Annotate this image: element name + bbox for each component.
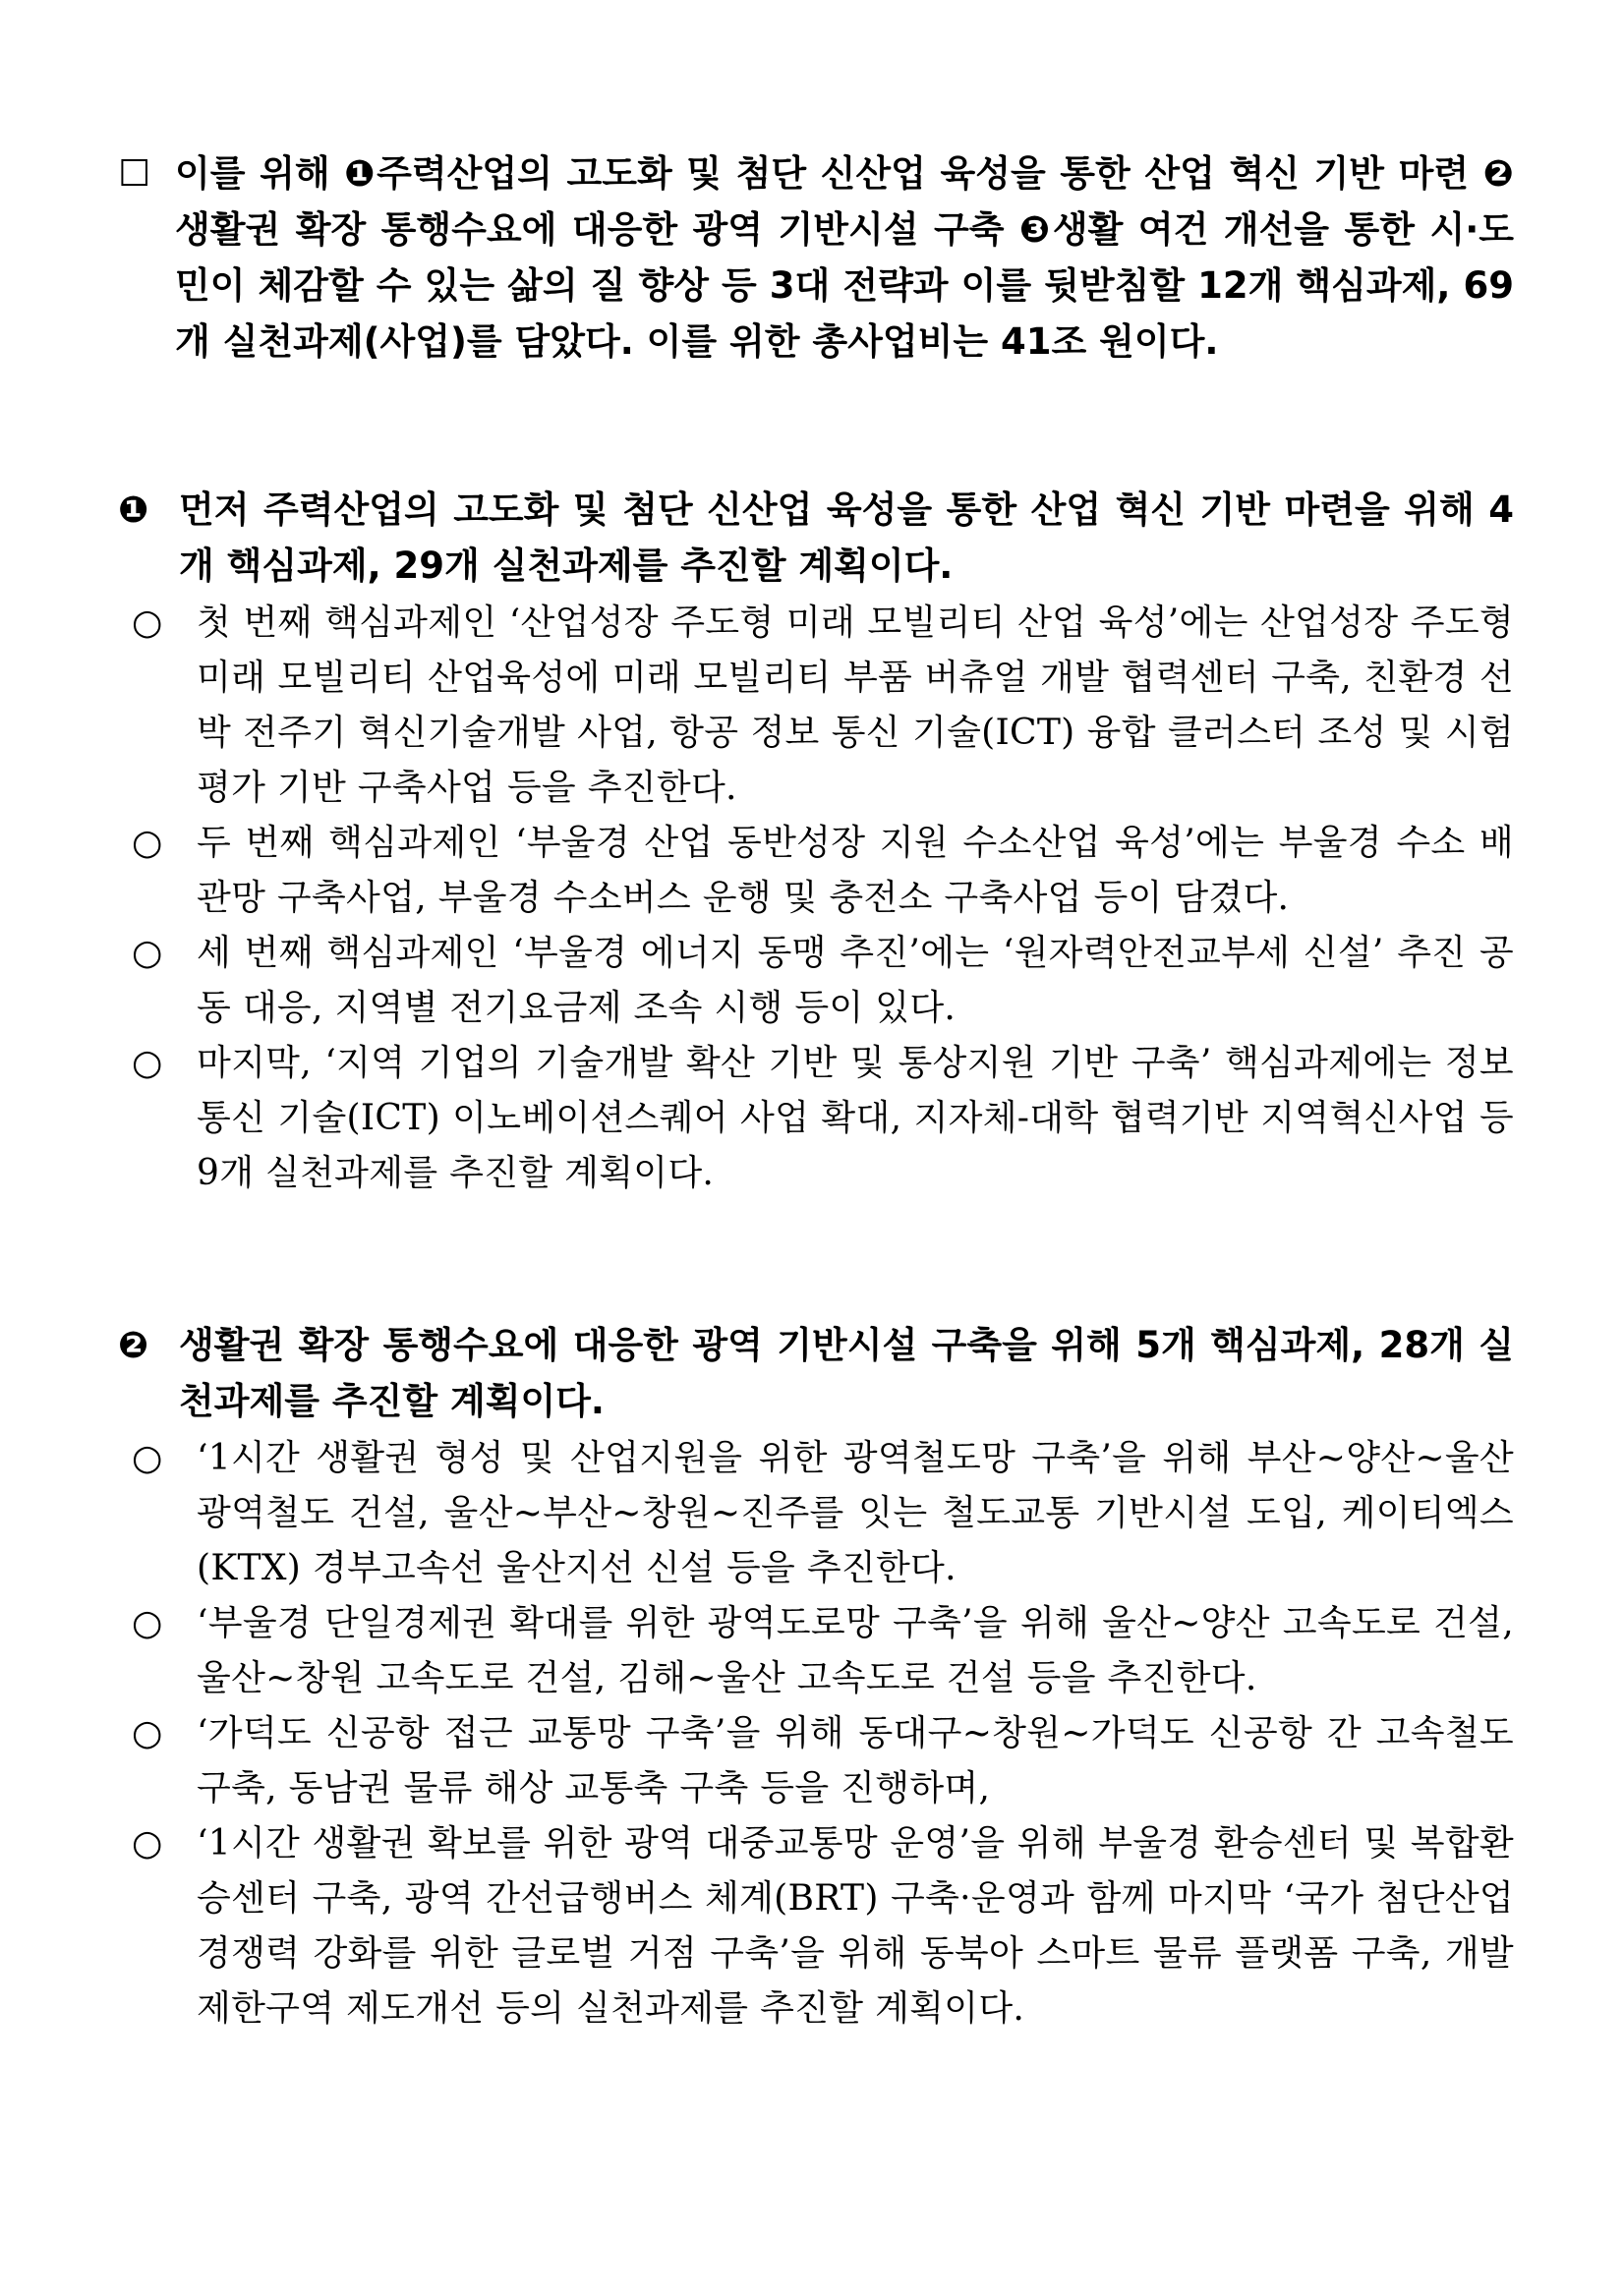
list-item-text: ‘가덕도 신공항 접근 교통망 구축’을 위해 동대구~창원~가덕도 신공항 간 고속철도 구축, 동남권 물류 해상 교통축 구축 등을 진행하며,	[197, 1713, 1514, 1808]
circle-bullet-icon: ○	[132, 1438, 163, 1478]
list-item-text: ‘1시간 생활권 확보를 위한 광역 대중교통망 운영’을 위해 부울경 환승센터 및 복합환승센터 구축, 광역 간선급행버스 체계(BRT) 구축·운영과 함께 마지막 ‘국가 첨단산업 경쟁력 강화를 위한 글로벌 거점 구축’을 위해 동북아 스마트 물류 플랫폼 구축, 개발제한구역 제도개선 등의 실천과제를 추진할 계획이다.	[197, 1823, 1514, 2029]
section-1	[118, 482, 1514, 1201]
checkbox-marker-icon: ☐	[118, 152, 151, 195]
section-2-heading	[118, 1317, 1514, 1429]
list-item	[118, 1706, 1514, 1816]
number-1-marker-icon: ❶	[118, 488, 149, 531]
section-2-heading-text: 생활권 확장 통행수요에 대응한 광역 기반시설 구축을 위해 5개 핵심과제, 28개 실천과제를 추진할 계획이다.	[179, 1324, 1514, 1422]
number-2-marker-icon: ❷	[118, 1324, 149, 1366]
circle-bullet-icon: ○	[132, 1713, 163, 1753]
list-item-text: 첫 번째 핵심과제인 ‘산업성장 주도형 미래 모빌리티 산업 육성’에는 산업성장 주도형 미래 모빌리티 산업육성에 미래 모빌리티 부품 버츄얼 개발 협력센터 구축, 친환경 선박 전주기 혁신기술개발 사업, 항공 정보 통신 기술(ICT) 융합 클러스터 조성 및 시험평가 기반 구축사업 등을 추진한다.	[197, 603, 1514, 808]
section-1-heading-text: 먼저 주력산업의 고도화 및 첨단 신산업 육성을 통한 산업 혁신 기반 마련을 위해 4개 핵심과제, 29개 실천과제를 추진할 계획이다.	[179, 488, 1514, 587]
circle-bullet-icon: ○	[132, 1603, 163, 1643]
circle-bullet-icon: ○	[132, 1823, 163, 1864]
list-item-text: 마지막, ‘지역 기업의 기술개발 확산 기반 및 통상지원 기반 구축’ 핵심과제에는 정보 통신 기술(ICT) 이노베이션스퀘어 사업 확대, 지자체-대학 협력기반 지역혁신사업 등 9개 실천과제를 추진할 계획이다.	[197, 1043, 1514, 1193]
intro-paragraph	[118, 145, 1514, 370]
section-2-items	[118, 1431, 1514, 2037]
intro-text: 이를 위해 ❶주력산업의 고도화 및 첨단 신산업 육성을 통한 산업 혁신 기반 마련 ❷생활권 확장 통행수요에 대응한 광역 기반시설 구축 ❸생활 여건 개선을 통한 시·도민이 체감할 수 있는 삶의 질 향상 등 3대 전략과 이를 뒷받침할 12개 핵심과제, 69개 실천과제(사업)를 담았다. 이를 위한 총사업비는 41조 원이다.	[175, 152, 1514, 363]
circle-bullet-icon: ○	[132, 1043, 163, 1083]
section-2	[118, 1317, 1514, 2037]
list-item	[118, 1816, 1514, 2037]
list-item	[118, 596, 1514, 816]
list-item-text: 세 번째 핵심과제인 ‘부울경 에너지 동맹 추진’에는 ‘원자력안전교부세 신설’ 추진 공동 대응, 지역별 전기요금제 조속 시행 등이 있다.	[197, 933, 1514, 1028]
list-item-text: 두 번째 핵심과제인 ‘부울경 산업 동반성장 지원 수소산업 육성’에는 부울경 수소 배관망 구축사업, 부울경 수소버스 운행 및 충전소 구축사업 등이 담겼다.	[197, 823, 1514, 918]
list-item-text: ‘1시간 생활권 형성 및 산업지원을 위한 광역철도망 구축’을 위해 부산~양산~울산 광역철도 건설, 울산~부산~창원~진주를 잇는 철도교통 기반시설 도입, 케이티엑스(KTX) 경부고속선 울산지선 신설 등을 추진한다.	[197, 1438, 1514, 1588]
list-item	[118, 816, 1514, 926]
section-1-items	[118, 596, 1514, 1201]
list-item	[118, 1036, 1514, 1201]
list-item	[118, 926, 1514, 1036]
circle-bullet-icon: ○	[132, 603, 163, 643]
section-1-heading	[118, 482, 1514, 594]
circle-bullet-icon: ○	[132, 933, 163, 973]
list-item	[118, 1431, 1514, 1596]
list-item-text: ‘부울경 단일경제권 확대를 위한 광역도로망 구축’을 위해 울산~양산 고속도로 건설, 울산~창원 고속도로 건설, 김해~울산 고속도로 건설 등을 추진한다.	[197, 1603, 1514, 1698]
list-item	[118, 1596, 1514, 1706]
circle-bullet-icon: ○	[132, 823, 163, 863]
